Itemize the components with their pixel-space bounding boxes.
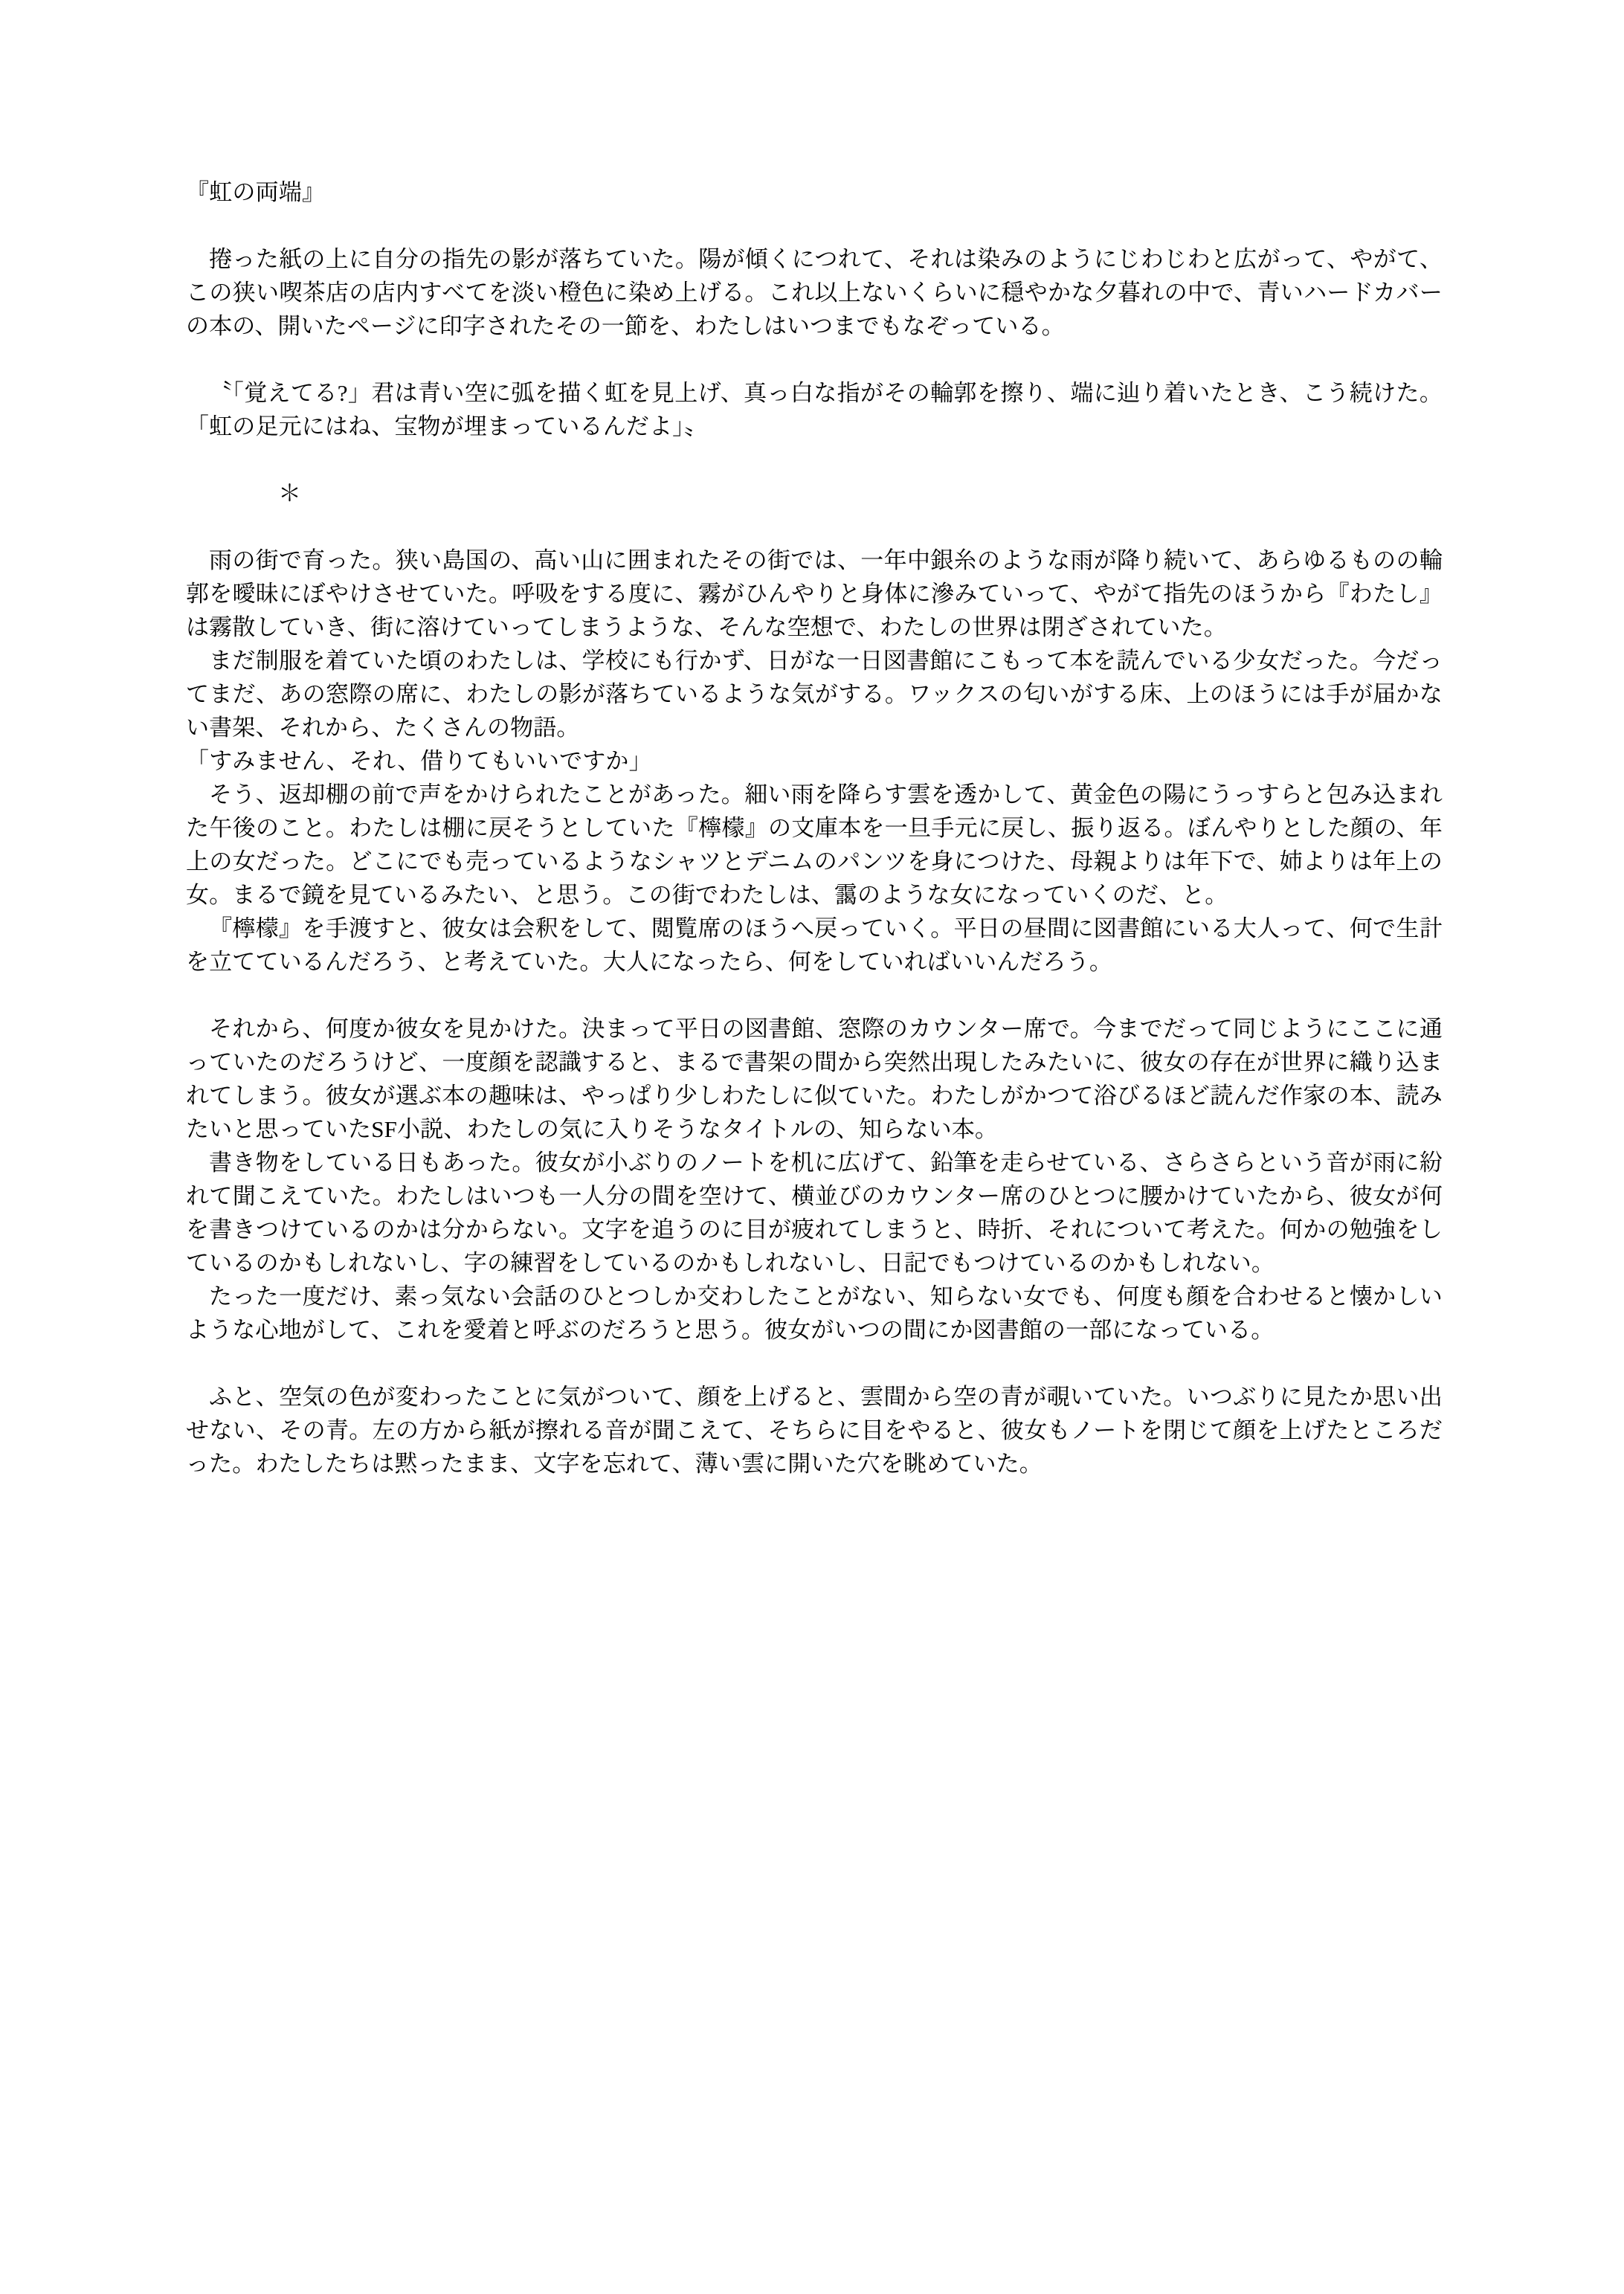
paragraph-handing-lemon: 『檸檬』を手渡すと、彼女は会釈をして、閲覧席のほうへ戻っていく。平日の昼間に図書館にいる大人って、何で生計を立てているんだろう、と考えていた。大人になったら、何をしていればいいんだろう。 bbox=[186, 915, 1443, 975]
paragraph-opening: 捲った紙の上に自分の指先の影が落ちていた。陽が傾くにつれて、それは染みのようにじわじわと広がって、やがて、この狭い喫茶店の店内すべてを淡い橙色に染め上げる。これ以上ないくらいに穏やかな夕暮れの中で、青いハードカバーの本の、開いたページに印字されたその一節を、わたしはいつまでもなぞっている。 bbox=[186, 246, 1443, 339]
blank-line bbox=[186, 1347, 1443, 1380]
page-title: 『虹の両端』 bbox=[186, 179, 326, 205]
paragraph-dialogue-excuse-me: 「すみません、それ、借りてもいいですか」 bbox=[186, 748, 652, 774]
paragraph-rain-town: 雨の街で育った。狭い島国の、高い山に囲まれたその街では、一年中銀糸のような雨が降り続いて、あらゆるものの輪郭を曖昧にぼやけさせていた。呼吸をする度に、霧がひんやりと身体に滲みていって、やがて指先のほうから『わたし』は霧散していき、街に溶けていってしまうような、そんな空想で、わたしの世界は閉ざされていた。 bbox=[186, 547, 1443, 640]
blank-line bbox=[186, 343, 1443, 376]
paragraph-quotation: 〝「覚えてる?」君は青い空に弧を描く虹を見上げ、真っ白な指がその輪郭を擦り、端に辿り着いたとき、こう続けた。「虹の足元にはね、宝物が埋まっているんだよ」〟 bbox=[186, 380, 1443, 439]
blank-line bbox=[186, 209, 1443, 242]
paragraph-seeing-her-often: それから、何度か彼女を見かけた。決まって平日の図書館、窓際のカウンター席で。今までだって同じようにここに通っていたのだろうけど、一度顔を認識すると、まるで書架の間から突然出現したみたいに、彼女の存在が世界に織り込まれてしまう。彼女が選ぶ本の趣味は、やっぱり少しわたしに似ていた。わたしがかつて浴びるほど読んだ作家の本、読みたいと思っていたSF小説、わたしの気に入りそうなタイトルの、知らない本。 bbox=[186, 1016, 1443, 1142]
blank-line bbox=[186, 443, 1443, 477]
paragraph-return-shelf: そう、返却棚の前で声をかけられたことがあった。細い雨を降らす雲を透かして、黄金色の陽にうっすらと包み込まれた午後のこと。わたしは棚に戻そうとしていた『檸檬』の文庫本を一旦手元に戻し、振り返る。ぼんやりとした顔の、年上の女だった。どこにでも売っているようなシャツとデニムのパンツを身につけた、母親よりは年下で、姉よりは年上の女。まるで鏡を見ているみたい、と思う。この街でわたしは、靄のような女になっていくのだ、と。 bbox=[186, 782, 1443, 908]
section-separator: ＊ bbox=[278, 480, 301, 506]
paragraph-uniform-days: まだ制服を着ていた頃のわたしは、学校にも行かず、日がな一日図書館にこもって本を読んでいる少女だった。今だってまだ、あの窓際の席に、わたしの影が落ちているような気がする。ワックスの匂いがする床、上のほうには手が届かない書架、それから、たくさんの物語。 bbox=[186, 648, 1443, 741]
blank-line bbox=[186, 979, 1443, 1012]
paragraph-blue-sky: ふと、空気の色が変わったことに気がついて、顔を上げると、雲間から空の青が覗いていた。いつぶりに見たか思い出せない、その青。左の方から紙が擦れる音が聞こえて、そちらに目をやると、彼女もノートを閉じて顔を上げたところだった。わたしたちは黙ったまま、文字を忘れて、薄い雲に開いた穴を眺めていた。 bbox=[186, 1384, 1443, 1477]
paragraph-writing-days: 書き物をしている日もあった。彼女が小ぶりのノートを机に広げて、鉛筆を走らせている、さらさらという音が雨に紛れて聞こえていた。わたしはいつも一人分の間を空けて、横並びのカウンター席のひとつに腰かけていたから、彼女が何を書きつけているのかは分からない。文字を追うのに目が疲れてしまうと、時折、それについて考えた。何かの勉強をしているのかもしれないし、字の練習をしているのかもしれないし、日記でもつけているのかもしれない。 bbox=[186, 1150, 1443, 1276]
paragraph-attachment: たった一度だけ、素っ気ない会話のひとつしか交わしたことがない、知らない女でも、何度も顔を合わせると懐かしいような心地がして、これを愛着と呼ぶのだろうと思う。彼女がいつの間にか図書館の一部になっている。 bbox=[186, 1283, 1443, 1343]
blank-line bbox=[186, 510, 1443, 544]
text-column bbox=[186, 175, 1443, 1481]
